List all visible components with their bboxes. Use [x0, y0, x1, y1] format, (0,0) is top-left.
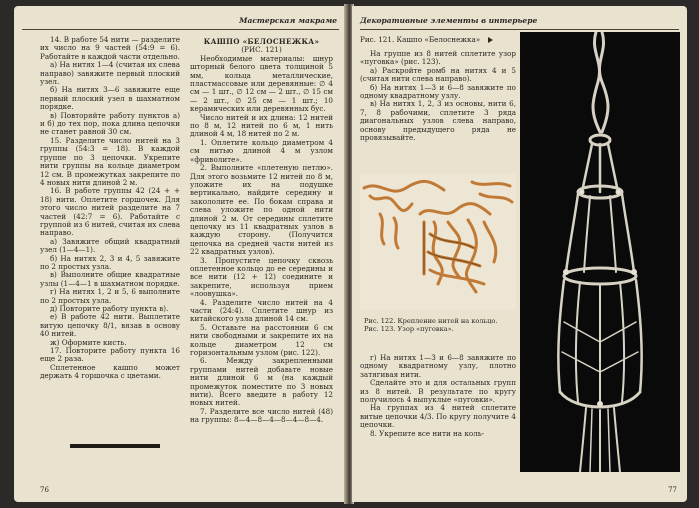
figure-captions: [364, 317, 520, 333]
section-subtitle: (РИС. 121): [241, 45, 282, 55]
paragraph: а) Раскройте ромб на нитях 4 и 5 (считая нити слева направо).: [360, 65, 516, 84]
paragraph: Сделайте это и для остальных групп из 8 нитей. В результате по кругу получилось 4 выпуклые «пуговки».: [360, 378, 516, 405]
figure-caption: Рис. 122. Крепление нитей на кольцо.: [364, 317, 498, 325]
paragraph: ж) Оформите кисть.: [50, 337, 127, 347]
decorative-rule: [70, 444, 160, 448]
paragraph: а) Завяжите общий квадратный узел (1—4—1).: [40, 236, 180, 255]
paragraph: 7. Разделите все число нитей (48) на группы: 8—4—8—4—8—4—8—4.: [190, 406, 333, 425]
paragraph: а) На нитях 1—4 (считая их слева направо) завяжите первый плоский узел.: [40, 60, 180, 87]
caption-arrow-icon: [488, 37, 493, 43]
planter-illustration: [520, 32, 680, 472]
right-page: [352, 6, 687, 502]
paragraph: г) На нитях 1, 2 и 5, 6 выполните по 2 простых узла.: [40, 287, 180, 305]
left-column-a: [40, 36, 180, 381]
paragraph: Необходимые материалы: шнур шторный белого цвета толщиной 5 мм, кольца металлические, пластмассовые или деревянные: ∅ 4 см — 1 шт., ∅ 12 см — 2 шт., ∅ 15 см — 2 шт., ∅ 25 см — 1 шт.; 10 керамических или деревянных бус.: [190, 53, 333, 114]
knot-diagram-figure: [360, 174, 516, 310]
paragraph: На группах из 4 нитей сплетите витые цепочки 4/3. По кругу получите 4 цепочки.: [360, 403, 516, 430]
figure-caption: Рис. 123. Узор «пуговка».: [364, 325, 454, 333]
paragraph: 3. Пропустите цепочку сквозь оплетенное кольцо до ее середины и все нити (12 + 12) соедините и закрепите, используя прием «лоовушка».: [190, 255, 333, 299]
left-column-b: [190, 36, 333, 425]
photo-caption-line: [360, 35, 516, 44]
paragraph: 2. Выполните «плетеную петлю». Для этого возьмите 12 нитей по 8 м, уложите их на подушке вертикально, найдите середину и закололите ее. По бокам справа и слева уложите по одной нити длиной 2 м. От середины сплетите цепочку из 11 квадратных узлов в каждую сторону. (Получится цепочка на средней части нитей из 22 квадратных узлов).: [190, 163, 333, 257]
right-running-head: Декоративные элементы в интерьере: [360, 16, 538, 25]
right-column-bottom: [360, 354, 516, 438]
paragraph: На группе из 8 нитей сплетите узор «пуговка» (рис. 123).: [360, 49, 516, 67]
paragraph: 6. Между закрепленными группами нитей добавьте новые нити длиной 6 м (на каждый промежуток поместите по 3 новых нити). Всего введите в работу 12 новых нитей.: [190, 356, 333, 408]
knot-diagram: [360, 174, 516, 310]
right-page-number: 77: [668, 486, 677, 494]
paragraph: в) Повторяйте работу пунктов а) и б) до тех пор, пока длина цепочки не станет равной 30 см.: [40, 110, 180, 137]
paragraph: 15. Разделите число нитей на 3 группы (54:3 = 18). В каждой группе по 3 цепочки. Укрепите нити группы на кольце диаметром 12 см. В промежутках закрепите по 4 новых нити длиной 2 м.: [40, 135, 180, 187]
paragraph: 16. В работе группы 42 (24 + + 18) нити. Оплетите горшочек. Для этого число нитей разделите на 7 частей (42:7 = 6). Работайте с группой из 6 нитей, считая их слева направо.: [40, 186, 180, 238]
left-page-number: 76: [40, 486, 49, 494]
paragraph: б) На нитях 1—3 и 6—8 завяжите по одному квадратному узлу.: [360, 82, 516, 101]
paragraph: 5. Оставьте на расстоянии 6 см нити свободными и закрепите их на кольце диаметром 12 см горизонтальным узлом (рис. 122).: [190, 322, 333, 358]
paragraph: б) На нитях 3—6 завяжите еще первый плоский узел в шахматном порядке.: [40, 85, 180, 112]
left-page: [14, 6, 347, 502]
left-running-head: Мастерская макраме: [239, 16, 337, 25]
right-column-top: [360, 50, 516, 142]
paragraph: 8. Укрепите все нити на коль-: [370, 428, 485, 438]
section-title: КАШПО «БЕЛОСНЕЖКА»: [203, 37, 320, 46]
left-head-rule: [22, 29, 339, 30]
paragraph: Сплетенное кашпо может держать 4 горшочка с цветами.: [40, 362, 180, 381]
paragraph: Число нитей и их длина: 12 нитей по 8 м, 12 нитей по 6 м, 1 нить длиной 4 м, 18 нитей по 2 м.: [190, 112, 333, 139]
paragraph: 14. В работе 54 нити — разделите их число на 9 частей (54:9 = 6). Работайте в каждой части отдельно.: [40, 35, 180, 61]
paragraph: е) В работе 42 нити. Выплетите витую цепочку 8/1, вязав в основу 40 нитей.: [40, 312, 180, 339]
paragraph: 17. Повторите работу пункта 16 еще 2 раза.: [40, 346, 180, 364]
paragraph: 4. Разделите число нитей на 4 части (24:4). Сплетите шнур из китайского узла длиной 14 см.: [190, 297, 333, 324]
paragraph: г) На нитях 1—3 и 6—8 завяжите по одному квадратному узлу, плотно затягивая нити.: [360, 353, 516, 379]
photo-caption: Рис. 121. Кашпо «Белоснежка»: [360, 35, 481, 44]
macrame-planter-photo: [520, 32, 680, 472]
right-head-rule: [360, 29, 679, 30]
paragraph: 1. Оплетите кольцо диаметром 4 см нитью длиной 4 м узлом «фриволите».: [190, 137, 333, 164]
paragraph: в) На нитях 1, 2, 3 из основы, нити 6, 7, 8 рабочими, сплетите 3 ряда диагональных узлов слева направо, основу предыдущего ряда не провязывайте.: [360, 99, 516, 143]
paragraph: в) Выполните общие квадратные узлы (1—4—1 в шахматном порядке.: [40, 270, 180, 288]
paragraph: б) На нитях 2, 3 и 4, 5 завяжите по 2 простых узла.: [40, 253, 180, 271]
paragraph: д) Повторите работу пункта в).: [50, 304, 169, 313]
